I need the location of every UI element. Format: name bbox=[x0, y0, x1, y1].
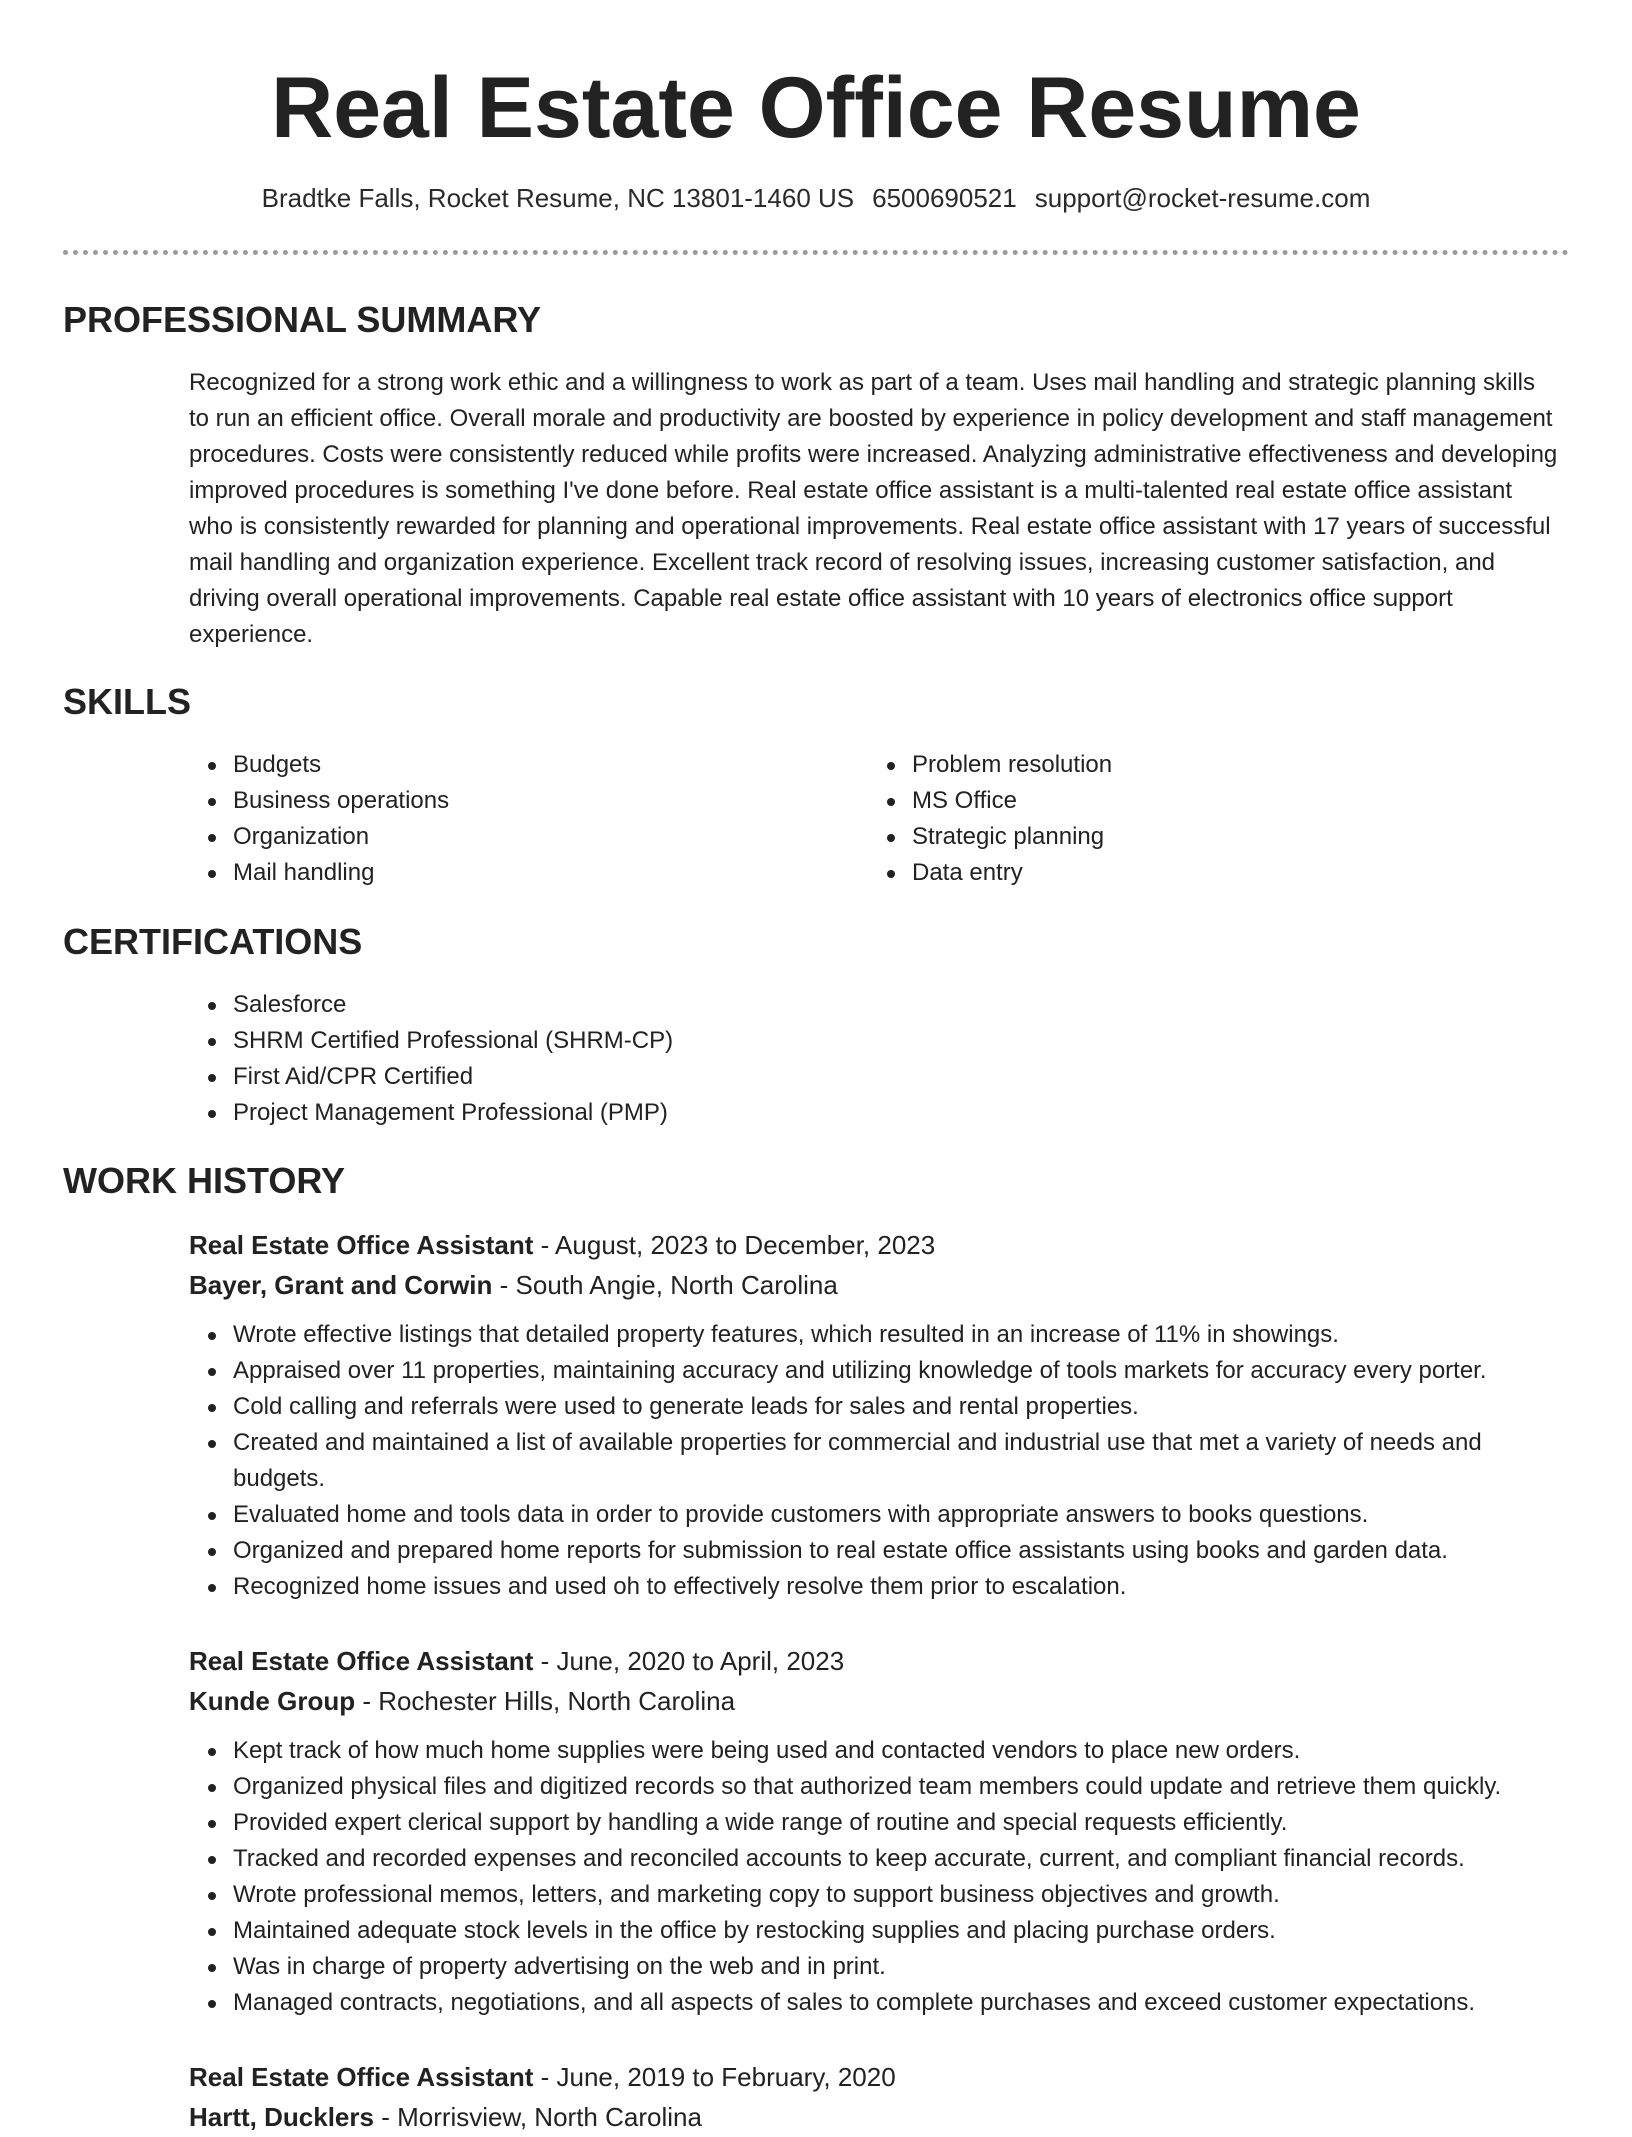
job-bullets bbox=[189, 1733, 1569, 2021]
certifications-list bbox=[189, 987, 1489, 1131]
contact-email[interactable]: support@rocket-resume.com bbox=[1034, 183, 1371, 213]
job-bullet: Organized and prepared home reports for submission to real estate office assistants using books and garden data. bbox=[233, 1533, 1569, 1569]
job-bullets bbox=[189, 1317, 1569, 1605]
skill-item: Organization bbox=[233, 819, 789, 855]
job-location: - Morrisview, North Carolina bbox=[373, 2102, 702, 2132]
job-bullet: Organized physical files and digitized records so that authorized team members could update and retrieve them quickly. bbox=[233, 1769, 1569, 1805]
section-heading-certifications: CERTIFICATIONS bbox=[63, 921, 363, 962]
job-bullet: Created and maintained a list of available properties for commercial and industrial use that met a variety of needs and budgets. bbox=[233, 1425, 1569, 1497]
job-bullet: Managed contracts, negotiations, and all aspects of sales to complete purchases and exceed customer expectations. bbox=[233, 1985, 1569, 2021]
certification-item: SHRM Certified Professional (SHRM-CP) bbox=[233, 1023, 1489, 1059]
job-company-line bbox=[189, 1681, 1569, 1721]
certifications-block bbox=[189, 987, 1489, 1131]
certification-item: Project Management Professional (PMP) bbox=[233, 1095, 1489, 1131]
job-bullet: Appraised over 11 properties, maintaining accuracy and utilizing knowledge of tools markets for accuracy every porter. bbox=[233, 1353, 1569, 1389]
skill-item: Mail handling bbox=[233, 855, 789, 891]
job-title: Real Estate Office Assistant bbox=[189, 1230, 534, 1260]
section-heading-work-history: WORK HISTORY bbox=[63, 1160, 346, 1201]
section-heading-summary: PROFESSIONAL SUMMARY bbox=[63, 299, 542, 340]
job-bullet: Wrote effective listings that detailed property features, which resulted in an increase of 11% in showings. bbox=[233, 1317, 1569, 1353]
job-bullet: Cold calling and referrals were used to generate leads for sales and rental properties. bbox=[233, 1389, 1569, 1425]
contact-line bbox=[0, 180, 1632, 216]
summary-text: Recognized for a strong work ethic and a willingness to work as part of a team. Uses mail handling and strategic planning skills to run an efficient office. Overall morale and productivity are boosted by experience in policy development and staff management procedures. Costs were consistently reduced while profits were increased. Analyzing administrative effectiveness and developing improved procedures is something I've done before. Real estate office assistant is a multi-talented real estate office assistant who is consistently rewarded for planning and operational improvements. Real estate office assistant with 17 years of successful mail handling and organization experience. Excellent track record of resolving issues, increasing customer satisfaction, and driving overall operational improvements. Capable real estate office assistant with 10 years of electronics office support experience. bbox=[189, 369, 1558, 648]
certification-item: Salesforce bbox=[233, 987, 1489, 1023]
header-divider bbox=[63, 250, 1569, 255]
certification-item: First Aid/CPR Certified bbox=[233, 1059, 1489, 1095]
skill-item: MS Office bbox=[912, 783, 1468, 819]
skill-item: Budgets bbox=[233, 747, 789, 783]
skill-item: Data entry bbox=[912, 855, 1468, 891]
skills-list-right bbox=[868, 747, 1468, 891]
skill-item: Problem resolution bbox=[912, 747, 1468, 783]
job-title-line bbox=[189, 2057, 1569, 2097]
job-title-line bbox=[189, 1225, 1569, 1265]
job-title: Real Estate Office Assistant bbox=[189, 2062, 534, 2092]
job-entry bbox=[189, 1641, 1569, 2021]
job-dates: - June, 2019 to February, 2020 bbox=[533, 2062, 896, 2092]
job-bullet: Wrote professional memos, letters, and marketing copy to support business objectives and growth. bbox=[233, 1877, 1569, 1913]
job-company-line bbox=[189, 1265, 1569, 1305]
contact-address: Bradtke Falls, Rocket Resume, NC 13801-1460 US bbox=[261, 183, 855, 213]
job-title: Real Estate Office Assistant bbox=[189, 1646, 534, 1676]
contact-phone: 6500690521 bbox=[872, 183, 1017, 213]
skills-list-left bbox=[189, 747, 789, 891]
resume-title: Real Estate Office Resume bbox=[271, 60, 1361, 156]
section-heading-skills: SKILLS bbox=[63, 681, 192, 722]
job-bullet: Maintained adequate stock levels in the office by restocking supplies and placing purchase orders. bbox=[233, 1913, 1569, 1949]
skill-item: Strategic planning bbox=[912, 819, 1468, 855]
job-title-line bbox=[189, 1641, 1569, 1681]
job-bullet: Recognized home issues and used oh to effectively resolve them prior to escalation. bbox=[233, 1569, 1569, 1605]
skill-item: Business operations bbox=[233, 783, 789, 819]
job-bullet: Tracked and recorded expenses and reconciled accounts to keep accurate, current, and compliant financial records. bbox=[233, 1841, 1569, 1877]
skills-column-right bbox=[868, 747, 1468, 891]
job-entry bbox=[189, 1225, 1569, 1605]
job-company-line bbox=[189, 2097, 1569, 2137]
job-company: Kunde Group bbox=[189, 1686, 356, 1716]
job-bullet: Kept track of how much home supplies were being used and contacted vendors to place new orders. bbox=[233, 1733, 1569, 1769]
skills-column-left bbox=[189, 747, 789, 891]
job-location: - Rochester Hills, North Carolina bbox=[355, 1686, 736, 1716]
job-bullet: Evaluated home and tools data in order to provide customers with appropriate answers to books questions. bbox=[233, 1497, 1569, 1533]
job-company: Hartt, Ducklers bbox=[189, 2102, 374, 2132]
job-entry bbox=[189, 2057, 1569, 2137]
job-dates: - June, 2020 to April, 2023 bbox=[533, 1646, 845, 1676]
job-bullet: Provided expert clerical support by handling a wide range of routine and special requests efficiently. bbox=[233, 1805, 1569, 1841]
job-dates: - August, 2023 to December, 2023 bbox=[533, 1230, 936, 1260]
job-bullet: Was in charge of property advertising on the web and in print. bbox=[233, 1949, 1569, 1985]
job-company: Bayer, Grant and Corwin bbox=[189, 1270, 493, 1300]
job-location: - South Angie, North Carolina bbox=[492, 1270, 838, 1300]
